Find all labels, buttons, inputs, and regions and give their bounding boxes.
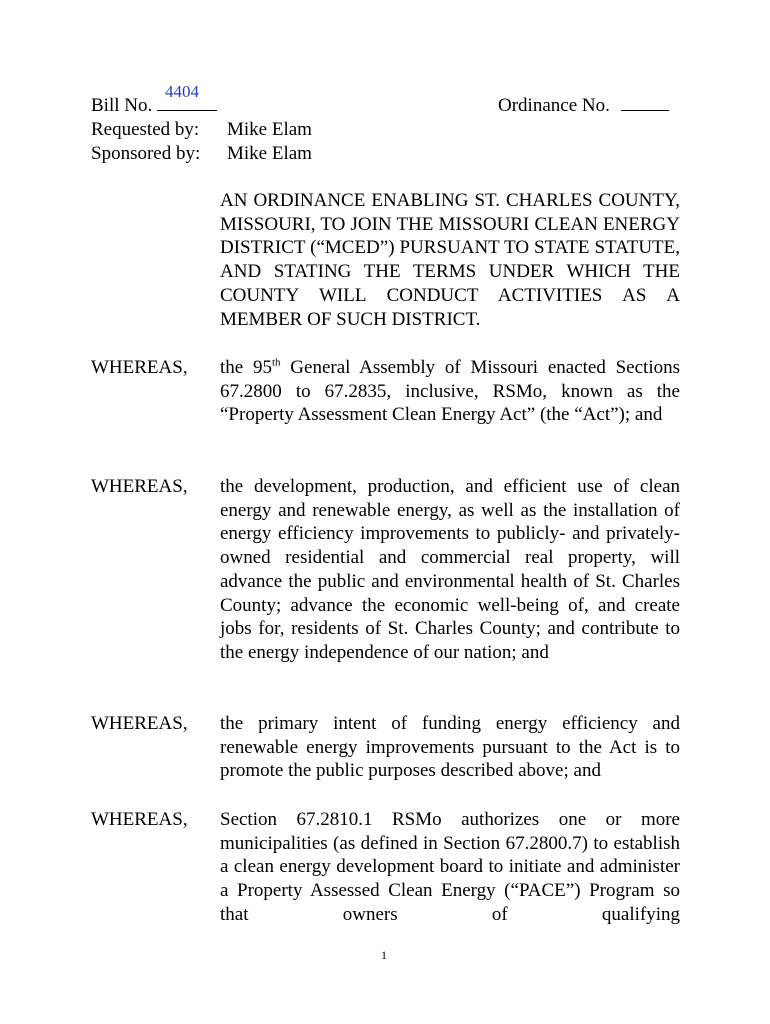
whereas-label: WHEREAS, <box>91 809 188 830</box>
bill-number-blank <box>157 82 217 111</box>
bill-number: 4404 <box>164 82 199 101</box>
page-number: 1 <box>381 948 387 962</box>
bill-label: Bill No. <box>91 95 153 116</box>
ordinance-label: Ordinance No. <box>498 95 610 116</box>
ordinance-title: AN ORDINANCE ENABLING ST. CHARLES COUNTY, MISSOURI, TO JOIN THE MISSOURI CLEAN ENERGY DISTRICT (“MCED”) PURSUANT TO STATE STATUTE, AND STATING THE TERMS UNDER WHICH THE COUNTY WILL CONDUCT ACTIVITIES AS A MEMBER OF SUCH DISTRICT. <box>220 190 680 330</box>
requested-by-value: Mike Elam <box>227 119 312 140</box>
requested-by-label: Requested by: <box>91 119 200 140</box>
sponsored-by-label: Sponsored by: <box>91 143 201 164</box>
ordinal-superscript: th <box>271 356 281 369</box>
whereas-clause <box>220 356 680 427</box>
whereas-label: WHEREAS, <box>91 357 188 378</box>
whereas-clause: the primary intent of funding energy efficiency and renewable energy improvements pursuant to the Act is to promote the public purposes described above; and <box>220 713 680 782</box>
whereas-label: WHEREAS, <box>91 476 188 497</box>
ordinance-number-line <box>498 94 669 118</box>
ordinance-number-blank <box>621 94 669 111</box>
sponsored-by-value: Mike Elam <box>227 143 312 164</box>
bill-number-line <box>91 82 217 118</box>
whereas-text-prefix: the 95 <box>220 357 272 378</box>
whereas-clause: Section 67.2810.1 RSMo authorizes one or more municipalities (as defined in Section 67.2800.7) to establish a clean energy development board to initiate and administer a Property Assessed Clean Energy (“PACE”) Program so that owners of qualifying <box>220 809 680 925</box>
whereas-clause: the development, production, and efficient use of clean energy and renewable energy, as well as the installation of energy efficiency improvements to publicly- and privately-owned residential and commercial real property, will advance the public and environmental health of St. Charles County; advance the economic well-being of, and create jobs for, residents of St. Charles County; and contribute to the energy independence of our nation; and <box>220 476 680 663</box>
whereas-label: WHEREAS, <box>91 713 188 734</box>
whereas-text: General Assembly of Missouri enacted Sections 67.2800 to 67.2835, inclusive, RSMo, known as the “Property Assessment Clean Energy Act” (the “Act”); and <box>220 357 680 426</box>
